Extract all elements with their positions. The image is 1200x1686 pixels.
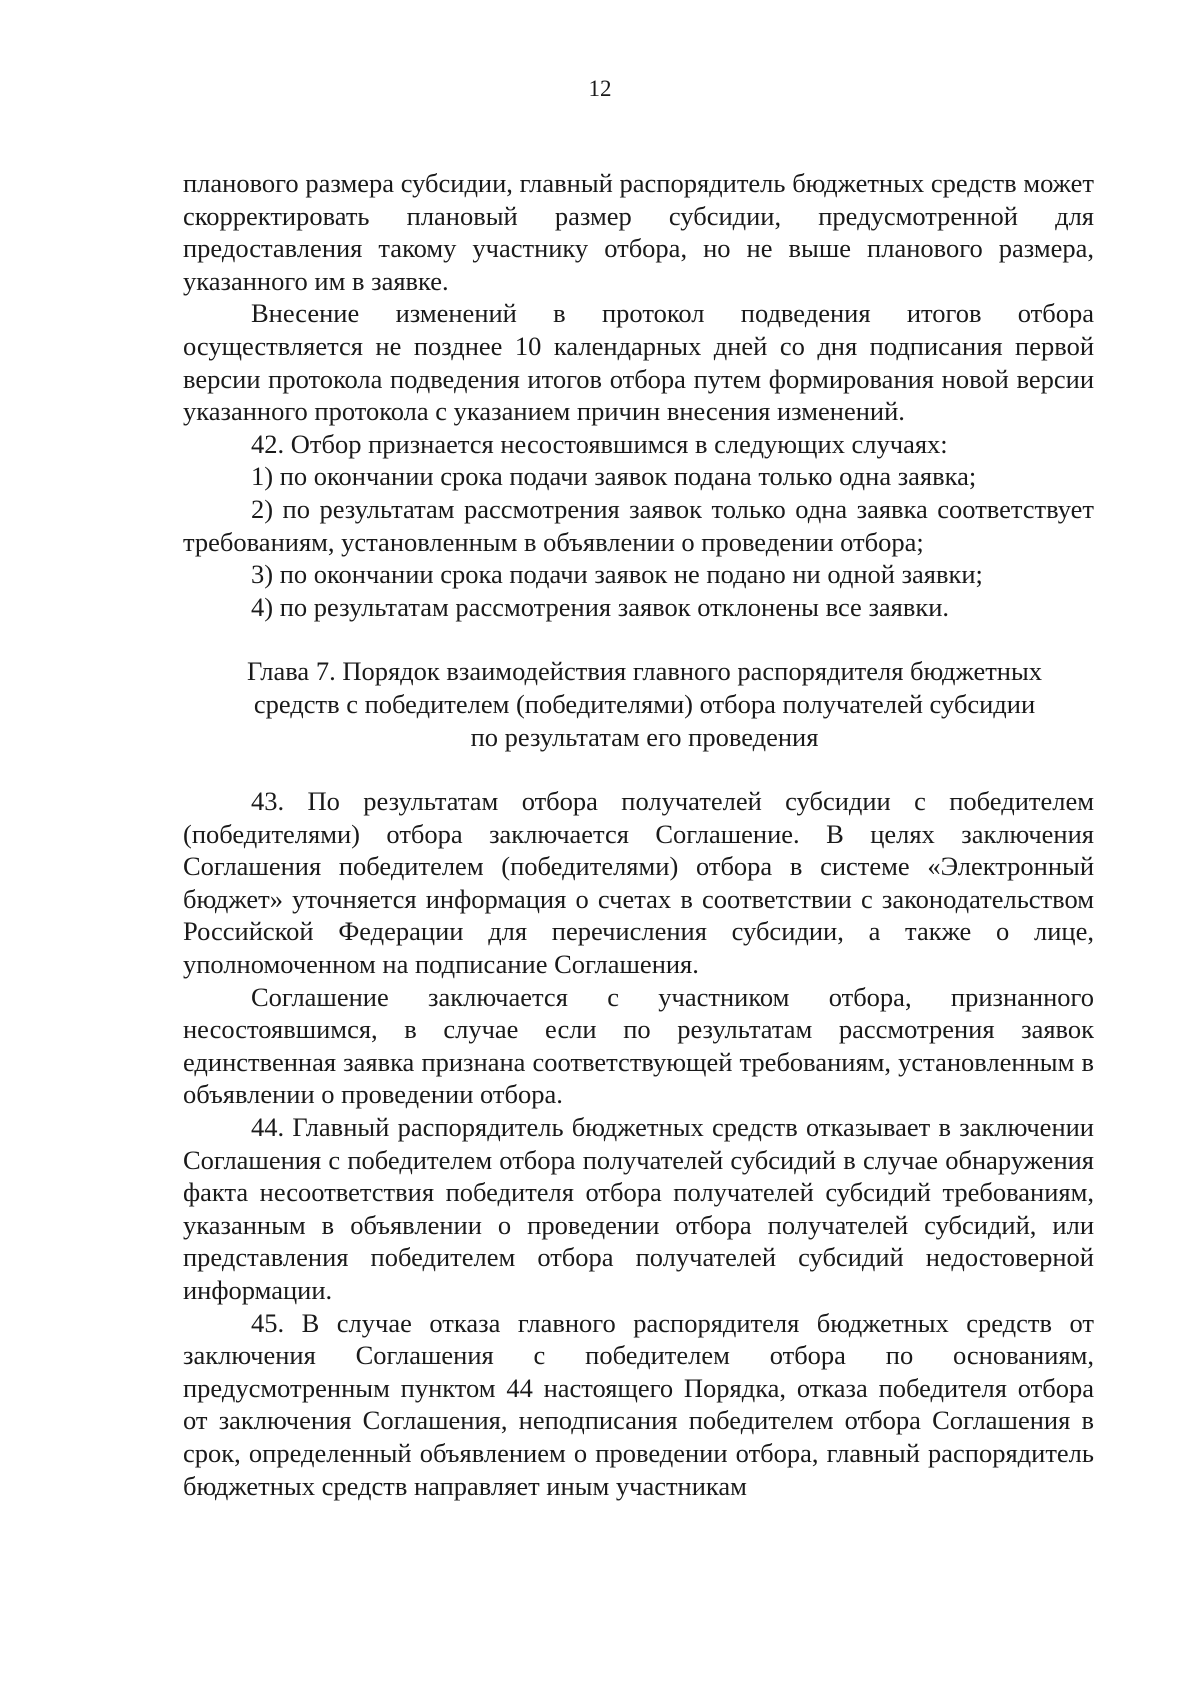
paragraph: планового размера субсидии, главный распорядитель бюджетных средств может скорректировать плановый размер субсидии, предусмотренной для предоставления такому участнику отбора, но не выше планового размера, указанного им в заявке.	[183, 168, 1094, 296]
paragraph-clause-43: 43. По результатам отбора получателей субсидии с победителем (победителями) отбора заключается Соглашение. В целях заключения Соглашения победителем (победителями) отбора в системе «Электронный бюджет» уточняется информация о счетах в соответствии с законодательством Российской Федерации для перечисления субсидии, а также о лице, уполномоченном на подписание Соглашения.	[183, 786, 1094, 980]
chapter-heading-line: Глава 7. Порядок взаимодействия главного распорядителя бюджетных	[246, 656, 1043, 687]
paragraph: Соглашение заключается с участником отбора, признанного несостоявшимся, в случае если по результатам рассмотрения заявок единственная заявка признана соответствующей требованиям, установленным в объявлении о проведении отбора.	[183, 981, 1094, 1110]
paragraph-clause-45: 45. В случае отказа главного распорядителя бюджетных средств от заключения Соглашения с победителем отбора по основаниям, предусмотренным пунктом 44 настоящего Порядка, отказа победителя отбора от заключения Соглашения, неподписания победителем отбора Соглашения в срок, определенный объявлением о проведении отбора, главный распорядитель бюджетных средств направляет иным участникам	[183, 1307, 1094, 1501]
list-item: 3) по окончании срока подачи заявок не подано ни одной заявки;	[251, 559, 983, 590]
list-item: 1) по окончании срока подачи заявок подана только одна заявка;	[251, 461, 977, 492]
paragraph-clause-44: 44. Главный распорядитель бюджетных средств отказывает в заключении Соглашения с победителем отбора получателей субсидий в случае обнаружения факта несоответствия победителя отбора получателей субсидий требованиям, указанным в объявлении о проведении отбора получателей субсидий, или представления победителем отбора получателей субсидий недостоверной информации.	[183, 1112, 1094, 1305]
document-body	[183, 167, 1094, 1502]
list-item: 4) по результатам рассмотрения заявок отклонены все заявки.	[251, 591, 950, 622]
chapter-heading-line: средств с победителем (победителями) отбора получателей субсидии	[253, 688, 1036, 719]
chapter-heading-line: по результатам его проведения	[470, 721, 819, 752]
chapter-heading	[183, 655, 1094, 753]
list-item: 2) по результатам рассмотрения заявок только одна заявка соответствует требованиям, установленным в объявлении о проведении отбора;	[183, 493, 1094, 557]
paragraph-clause-42: 42. Отбор признается несостоявшимся в следующих случаях:	[251, 428, 948, 459]
spacer	[183, 753, 1094, 785]
spacer	[183, 623, 1094, 655]
paragraph: Внесение изменений в протокол подведения итогов отбора осуществляется не позднее 10 календарных дней со дня подписания первой версии протокола подведения итогов отбора путем формирования новой версии указанного протокола с указанием причин внесения изменений.	[183, 298, 1094, 427]
page-number: 12	[588, 76, 612, 101]
